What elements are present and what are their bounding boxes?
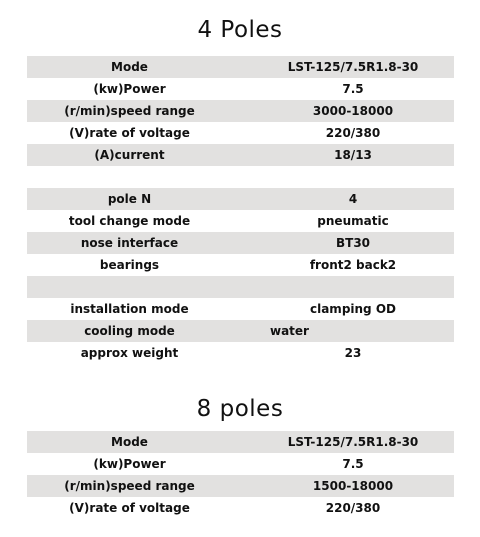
- spec-label: pole N: [107, 192, 152, 206]
- spec-row: [27, 144, 454, 166]
- section-title-8-poles: 8 poles: [196, 396, 284, 422]
- spec-label: (r/min)speed range: [64, 479, 195, 493]
- spec-label: Mode: [111, 60, 148, 74]
- spec-row: [27, 122, 454, 144]
- spec-value: 23: [344, 346, 362, 360]
- spec-row: [27, 453, 454, 475]
- spec-value: 18/13: [334, 148, 372, 162]
- spec-label: cooling mode: [84, 324, 175, 338]
- spec-row: [27, 78, 454, 100]
- spec-value: front2 back2: [309, 258, 397, 272]
- spec-label: nose interface: [80, 236, 179, 250]
- spec-row: [27, 254, 454, 276]
- spec-row: [27, 497, 454, 519]
- spec-row: [27, 100, 454, 122]
- spec-row: [27, 56, 454, 78]
- spec-label: (r/min)speed range: [64, 104, 195, 118]
- spec-label: bearings: [99, 258, 160, 272]
- spec-value: 4: [348, 192, 358, 206]
- spec-label: (kw)Power: [93, 457, 166, 471]
- spec-value: LST-125/7.5R1.8-30: [287, 435, 419, 449]
- spec-label: Mode: [111, 435, 148, 449]
- spec-label: (V)rate of voltage: [69, 126, 190, 140]
- spec-table-8-poles: [27, 431, 454, 519]
- spec-value: clamping OD: [309, 302, 396, 316]
- spec-table-4-poles: [27, 56, 454, 364]
- spec-row-blank: [27, 276, 454, 298]
- spec-value: 7.5: [342, 82, 364, 96]
- spec-row: [27, 210, 454, 232]
- spec-row: [27, 298, 454, 320]
- spec-label: (V)rate of voltage: [69, 501, 190, 515]
- spec-value: BT30: [335, 236, 371, 250]
- spec-row: [27, 232, 454, 254]
- spec-value: 220/380: [325, 501, 381, 515]
- spec-value: LST-125/7.5R1.8-30: [287, 60, 419, 74]
- spec-label: approx weight: [80, 346, 179, 360]
- spec-label: tool change mode: [68, 214, 191, 228]
- spec-row: [27, 431, 454, 453]
- spec-value: 7.5: [342, 457, 364, 471]
- spec-row: [27, 475, 454, 497]
- spec-value: pneumatic: [317, 214, 389, 228]
- spec-label: installation mode: [70, 302, 189, 316]
- spec-value: 3000-18000: [312, 104, 394, 118]
- spec-row: [27, 320, 454, 342]
- spec-row: [27, 342, 454, 364]
- spec-label: (A)current: [94, 148, 165, 162]
- spec-label: (kw)Power: [93, 82, 166, 96]
- section-title-4-poles: 4 Poles: [197, 17, 283, 43]
- spec-row: [27, 188, 454, 210]
- spec-value: water: [270, 324, 309, 338]
- spec-row-blank: [27, 166, 454, 188]
- spec-value: 220/380: [325, 126, 381, 140]
- spec-value: 1500-18000: [312, 479, 394, 493]
